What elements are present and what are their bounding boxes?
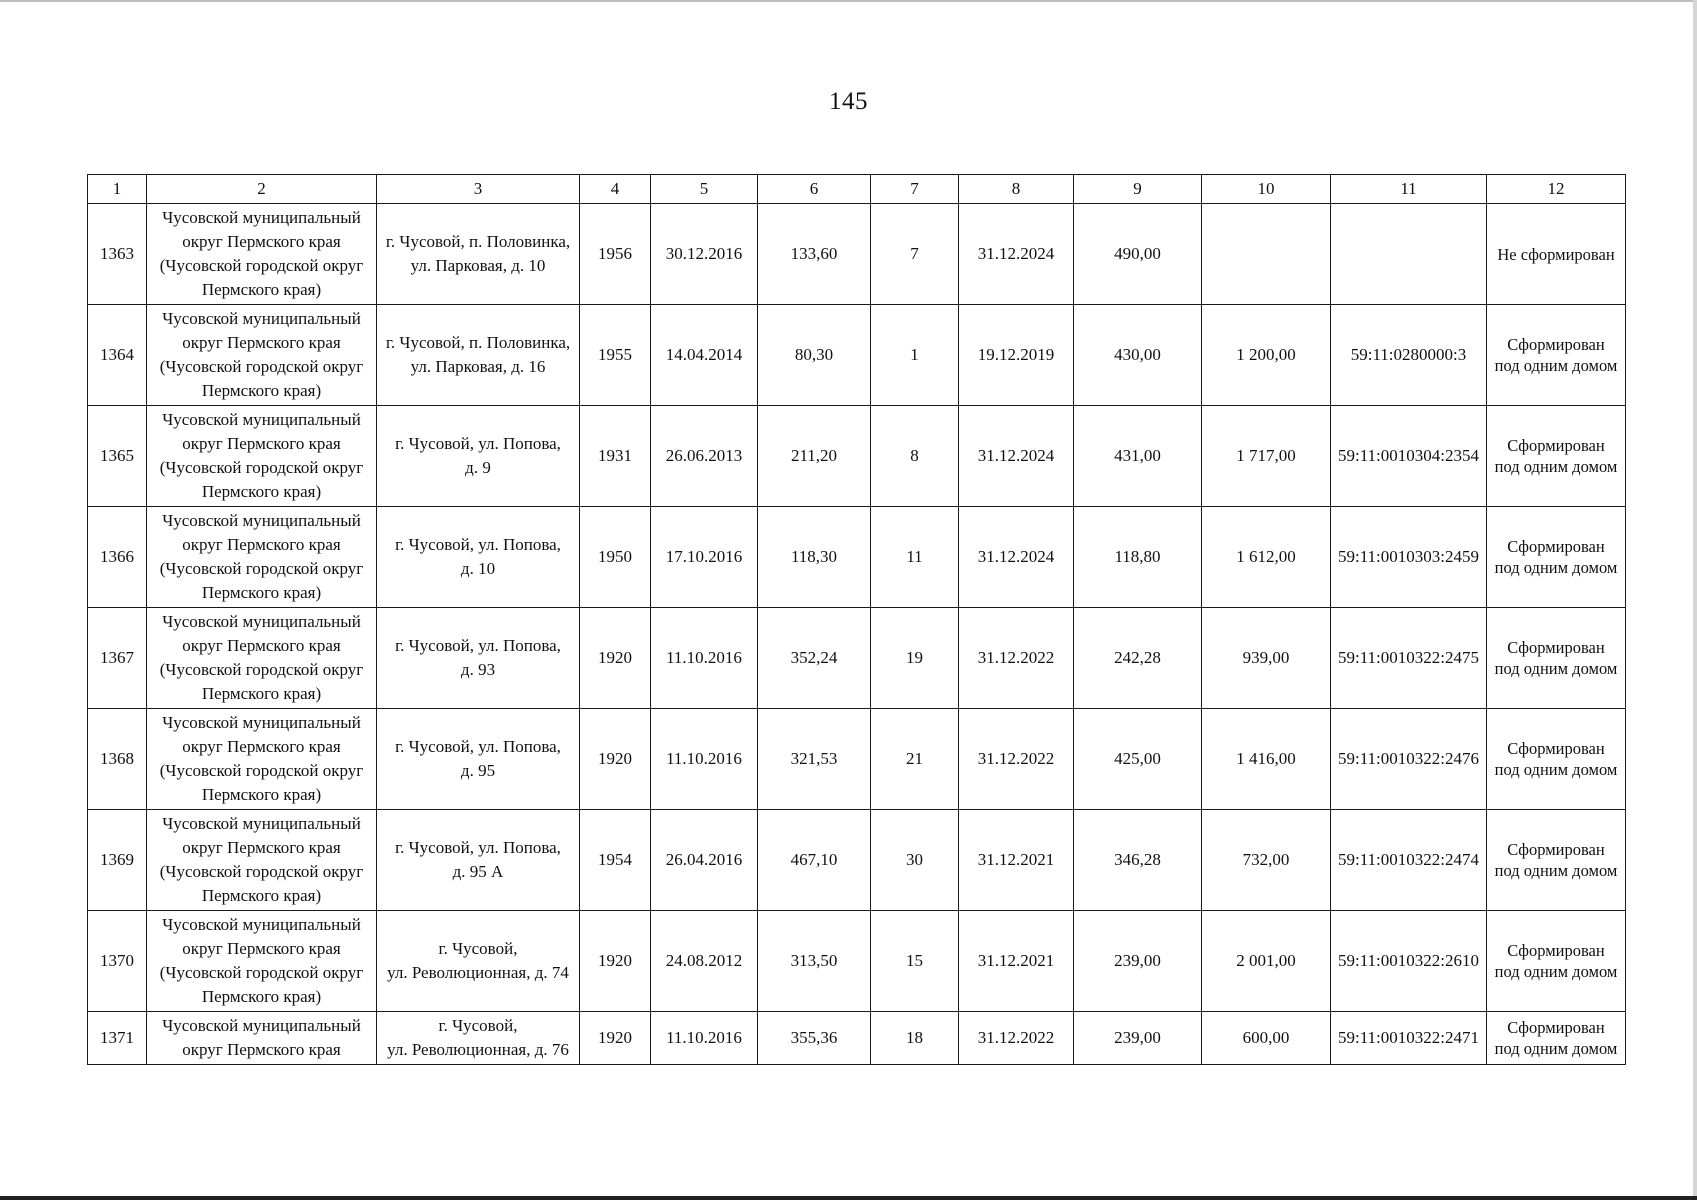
cell-text-line: (Чусовской городской округ xyxy=(159,458,364,477)
cell-col-3 xyxy=(377,305,580,406)
cell-text-line: под одним домом xyxy=(1494,861,1618,880)
cell-text-line: г. Чусовой, xyxy=(438,1016,518,1035)
cell-col-5: 24.08.2012 xyxy=(651,911,758,1012)
cell-col-3 xyxy=(377,608,580,709)
cell-col-5: 17.10.2016 xyxy=(651,507,758,608)
table-row xyxy=(88,507,1626,608)
cell-col-10: 600,00 xyxy=(1202,1012,1331,1065)
cell-text-line: Пермского края) xyxy=(201,583,322,602)
cell-text-line: Чусовской муниципальный xyxy=(162,309,361,328)
cell-text-line: (Чусовской городской округ xyxy=(159,357,364,376)
cell-col-8: 31.12.2022 xyxy=(959,608,1074,709)
column-header: 12 xyxy=(1487,175,1626,204)
cell-col-4: 1920 xyxy=(580,1012,651,1065)
cell-col-7: 8 xyxy=(871,406,959,507)
cell-col-10: 939,00 xyxy=(1202,608,1331,709)
cell-text-line: под одним домом xyxy=(1494,760,1618,779)
table-row xyxy=(88,406,1626,507)
column-number-header-row xyxy=(88,175,1626,204)
cell-text-line: Сформирован xyxy=(1507,840,1605,859)
cell-col-11: 59:11:0010322:2476 xyxy=(1331,709,1487,810)
cell-col-10: 1 717,00 xyxy=(1202,406,1331,507)
column-header: 11 xyxy=(1331,175,1487,204)
cell-col-6: 80,30 xyxy=(758,305,871,406)
cell-text-line: округ Пермского края xyxy=(182,434,341,453)
cell-text-line: г. Чусовой, ул. Попова, xyxy=(395,434,561,453)
cell-text-line: Сформирован xyxy=(1507,739,1605,758)
cell-text-line: Чусовской муниципальный xyxy=(162,208,361,227)
cell-col-2 xyxy=(147,608,377,709)
cell-col-8: 31.12.2024 xyxy=(959,204,1074,305)
cell-col-8: 19.12.2019 xyxy=(959,305,1074,406)
scan-edge-top xyxy=(0,0,1697,2)
cell-text-line: Сформирован xyxy=(1507,335,1605,354)
cell-col-5: 11.10.2016 xyxy=(651,1012,758,1065)
cell-col-4: 1920 xyxy=(580,709,651,810)
cell-text-line: под одним домом xyxy=(1494,356,1618,375)
cell-col-7: 1 xyxy=(871,305,959,406)
cell-col-1: 1367 xyxy=(88,608,147,709)
cell-col-10: 1 416,00 xyxy=(1202,709,1331,810)
table-row xyxy=(88,709,1626,810)
cell-col-4: 1920 xyxy=(580,608,651,709)
scan-edge-right xyxy=(1693,0,1697,1200)
cell-text-line: Пермского края) xyxy=(201,684,322,703)
cell-col-7: 30 xyxy=(871,810,959,911)
housing-register-table xyxy=(87,174,1626,1065)
cell-col-9: 431,00 xyxy=(1074,406,1202,507)
cell-text-line: ул. Парковая, д. 10 xyxy=(410,256,546,275)
cell-text-line: ул. Парковая, д. 16 xyxy=(410,357,546,376)
cell-text-line: г. Чусовой, п. Половинка, xyxy=(385,232,571,251)
cell-col-7: 18 xyxy=(871,1012,959,1065)
cell-col-2 xyxy=(147,406,377,507)
cell-text-line: Чусовской муниципальный xyxy=(162,410,361,429)
column-header: 9 xyxy=(1074,175,1202,204)
cell-col-1: 1365 xyxy=(88,406,147,507)
cell-col-2 xyxy=(147,507,377,608)
cell-col-4: 1955 xyxy=(580,305,651,406)
cell-col-9: 346,28 xyxy=(1074,810,1202,911)
cell-col-7: 11 xyxy=(871,507,959,608)
cell-col-9: 239,00 xyxy=(1074,911,1202,1012)
cell-col-12 xyxy=(1487,406,1626,507)
cell-col-10: 1 612,00 xyxy=(1202,507,1331,608)
cell-col-6: 352,24 xyxy=(758,608,871,709)
cell-col-4: 1950 xyxy=(580,507,651,608)
cell-col-1: 1368 xyxy=(88,709,147,810)
cell-col-3 xyxy=(377,810,580,911)
cell-col-11: 59:11:0010322:2471 xyxy=(1331,1012,1487,1065)
cell-col-12 xyxy=(1487,608,1626,709)
cell-text-line: г. Чусовой, п. Половинка, xyxy=(385,333,571,352)
cell-col-9: 118,80 xyxy=(1074,507,1202,608)
cell-col-4: 1954 xyxy=(580,810,651,911)
table-row xyxy=(88,911,1626,1012)
table-body xyxy=(88,204,1626,1065)
column-header: 7 xyxy=(871,175,959,204)
cell-text-line: Сформирован xyxy=(1507,638,1605,657)
cell-text-line: Пермского края) xyxy=(201,785,322,804)
cell-text-line: под одним домом xyxy=(1494,558,1618,577)
cell-text-line: г. Чусовой, ул. Попова, xyxy=(395,535,561,554)
cell-col-11: 59:11:0280000:3 xyxy=(1331,305,1487,406)
cell-col-10: 1 200,00 xyxy=(1202,305,1331,406)
table-row xyxy=(88,1012,1626,1065)
cell-col-3 xyxy=(377,911,580,1012)
scan-edge-bottom xyxy=(0,1196,1697,1200)
cell-text-line: округ Пермского края xyxy=(182,1040,341,1059)
cell-col-5: 11.10.2016 xyxy=(651,709,758,810)
cell-text-line: округ Пермского края xyxy=(182,838,341,857)
cell-col-11: 59:11:0010303:2459 xyxy=(1331,507,1487,608)
table-row xyxy=(88,204,1626,305)
cell-text-line: (Чусовской городской округ xyxy=(159,559,364,578)
cell-col-9: 242,28 xyxy=(1074,608,1202,709)
cell-col-8: 31.12.2021 xyxy=(959,911,1074,1012)
table-row xyxy=(88,608,1626,709)
cell-text-line: Чусовской муниципальный xyxy=(162,511,361,530)
cell-text-line: (Чусовской городской округ xyxy=(159,256,364,275)
column-header: 6 xyxy=(758,175,871,204)
cell-text-line: округ Пермского края xyxy=(182,333,341,352)
cell-col-12 xyxy=(1487,810,1626,911)
column-header: 1 xyxy=(88,175,147,204)
cell-col-3 xyxy=(377,1012,580,1065)
cell-col-1: 1369 xyxy=(88,810,147,911)
cell-text-line: (Чусовской городской округ xyxy=(159,862,364,881)
cell-text-line: округ Пермского края xyxy=(182,232,341,251)
cell-col-12 xyxy=(1487,204,1626,305)
cell-text-line: Не сформирован xyxy=(1497,244,1615,264)
cell-col-12 xyxy=(1487,911,1626,1012)
column-header: 2 xyxy=(147,175,377,204)
cell-col-4: 1931 xyxy=(580,406,651,507)
cell-col-1: 1364 xyxy=(88,305,147,406)
cell-text-line: д. 95 xyxy=(460,761,496,780)
cell-text-line: Сформирован xyxy=(1507,537,1605,556)
cell-col-6: 321,53 xyxy=(758,709,871,810)
column-header: 4 xyxy=(580,175,651,204)
cell-col-3 xyxy=(377,204,580,305)
cell-col-5: 30.12.2016 xyxy=(651,204,758,305)
cell-text-line: округ Пермского края xyxy=(182,535,341,554)
cell-text-line: г. Чусовой, ул. Попова, xyxy=(395,838,561,857)
cell-col-12 xyxy=(1487,709,1626,810)
cell-col-11: 59:11:0010304:2354 xyxy=(1331,406,1487,507)
cell-col-6: 355,36 xyxy=(758,1012,871,1065)
cell-text-line: Пермского края) xyxy=(201,381,322,400)
cell-col-3 xyxy=(377,507,580,608)
cell-col-1: 1366 xyxy=(88,507,147,608)
cell-col-5: 14.04.2014 xyxy=(651,305,758,406)
cell-text-line: округ Пермского края xyxy=(182,737,341,756)
cell-text-line: Пермского края) xyxy=(201,987,322,1006)
cell-col-11: 59:11:0010322:2610 xyxy=(1331,911,1487,1012)
cell-col-6: 118,30 xyxy=(758,507,871,608)
cell-col-8: 31.12.2022 xyxy=(959,709,1074,810)
cell-col-7: 21 xyxy=(871,709,959,810)
cell-col-2 xyxy=(147,305,377,406)
cell-col-7: 19 xyxy=(871,608,959,709)
cell-text-line: г. Чусовой, ул. Попова, xyxy=(395,636,561,655)
cell-col-12 xyxy=(1487,305,1626,406)
cell-col-6: 133,60 xyxy=(758,204,871,305)
cell-col-1: 1363 xyxy=(88,204,147,305)
cell-text-line: Сформирован xyxy=(1507,941,1605,960)
cell-text-line: Пермского края) xyxy=(201,482,322,501)
cell-col-10: 732,00 xyxy=(1202,810,1331,911)
cell-col-5: 26.04.2016 xyxy=(651,810,758,911)
cell-col-4: 1956 xyxy=(580,204,651,305)
cell-text-line: д. 95 А xyxy=(452,862,504,881)
cell-col-8: 31.12.2022 xyxy=(959,1012,1074,1065)
cell-col-2 xyxy=(147,911,377,1012)
cell-text-line: округ Пермского края xyxy=(182,939,341,958)
cell-text-line: под одним домом xyxy=(1494,457,1618,476)
column-header: 10 xyxy=(1202,175,1331,204)
table-row xyxy=(88,810,1626,911)
table-row xyxy=(88,305,1626,406)
cell-text-line: Чусовской муниципальный xyxy=(162,713,361,732)
column-header: 8 xyxy=(959,175,1074,204)
cell-col-6: 313,50 xyxy=(758,911,871,1012)
cell-text-line: под одним домом xyxy=(1494,659,1618,678)
cell-col-9: 490,00 xyxy=(1074,204,1202,305)
column-header: 3 xyxy=(377,175,580,204)
cell-col-2 xyxy=(147,709,377,810)
cell-col-1: 1370 xyxy=(88,911,147,1012)
cell-col-9: 430,00 xyxy=(1074,305,1202,406)
column-header: 5 xyxy=(651,175,758,204)
cell-text-line: ул. Революционная, д. 74 xyxy=(387,963,569,982)
cell-text-line: (Чусовской городской округ xyxy=(159,660,364,679)
cell-text-line: д. 10 xyxy=(460,559,496,578)
cell-text-line: г. Чусовой, ул. Попова, xyxy=(395,737,561,756)
cell-col-7: 7 xyxy=(871,204,959,305)
cell-col-12 xyxy=(1487,1012,1626,1065)
cell-col-9: 239,00 xyxy=(1074,1012,1202,1065)
cell-col-2 xyxy=(147,810,377,911)
cell-text-line: под одним домом xyxy=(1494,1039,1618,1058)
cell-col-10 xyxy=(1202,204,1331,305)
cell-col-2 xyxy=(147,1012,377,1065)
cell-col-6: 467,10 xyxy=(758,810,871,911)
cell-text-line: Чусовской муниципальный xyxy=(162,814,361,833)
cell-text-line: д. 93 xyxy=(460,660,496,679)
cell-col-10: 2 001,00 xyxy=(1202,911,1331,1012)
cell-col-8: 31.12.2021 xyxy=(959,810,1074,911)
cell-col-3 xyxy=(377,406,580,507)
cell-text-line: Сформирован xyxy=(1507,1018,1605,1037)
cell-text-line: Чусовской муниципальный xyxy=(162,1016,361,1035)
cell-text-line: д. 9 xyxy=(465,458,491,477)
cell-text-line: Сформирован xyxy=(1507,436,1605,455)
cell-col-5: 26.06.2013 xyxy=(651,406,758,507)
cell-text-line: Пермского края) xyxy=(201,280,322,299)
cell-col-8: 31.12.2024 xyxy=(959,507,1074,608)
cell-col-2 xyxy=(147,204,377,305)
cell-col-8: 31.12.2024 xyxy=(959,406,1074,507)
cell-col-7: 15 xyxy=(871,911,959,1012)
cell-text-line: округ Пермского края xyxy=(182,636,341,655)
cell-text-line: Чусовской муниципальный xyxy=(162,915,361,934)
cell-text-line: под одним домом xyxy=(1494,962,1618,981)
cell-col-11: 59:11:0010322:2474 xyxy=(1331,810,1487,911)
cell-text-line: (Чусовской городской округ xyxy=(159,963,364,982)
cell-col-3 xyxy=(377,709,580,810)
cell-col-4: 1920 xyxy=(580,911,651,1012)
cell-col-5: 11.10.2016 xyxy=(651,608,758,709)
cell-col-11: 59:11:0010322:2475 xyxy=(1331,608,1487,709)
cell-col-9: 425,00 xyxy=(1074,709,1202,810)
cell-text-line: г. Чусовой, xyxy=(438,939,518,958)
cell-col-6: 211,20 xyxy=(758,406,871,507)
cell-text-line: (Чусовской городской округ xyxy=(159,761,364,780)
cell-text-line: Пермского края) xyxy=(201,886,322,905)
cell-text-line: ул. Революционная, д. 76 xyxy=(387,1040,569,1059)
cell-col-1: 1371 xyxy=(88,1012,147,1065)
cell-text-line: Чусовской муниципальный xyxy=(162,612,361,631)
cell-col-11 xyxy=(1331,204,1487,305)
cell-col-12 xyxy=(1487,507,1626,608)
page-number: 145 xyxy=(829,88,868,115)
